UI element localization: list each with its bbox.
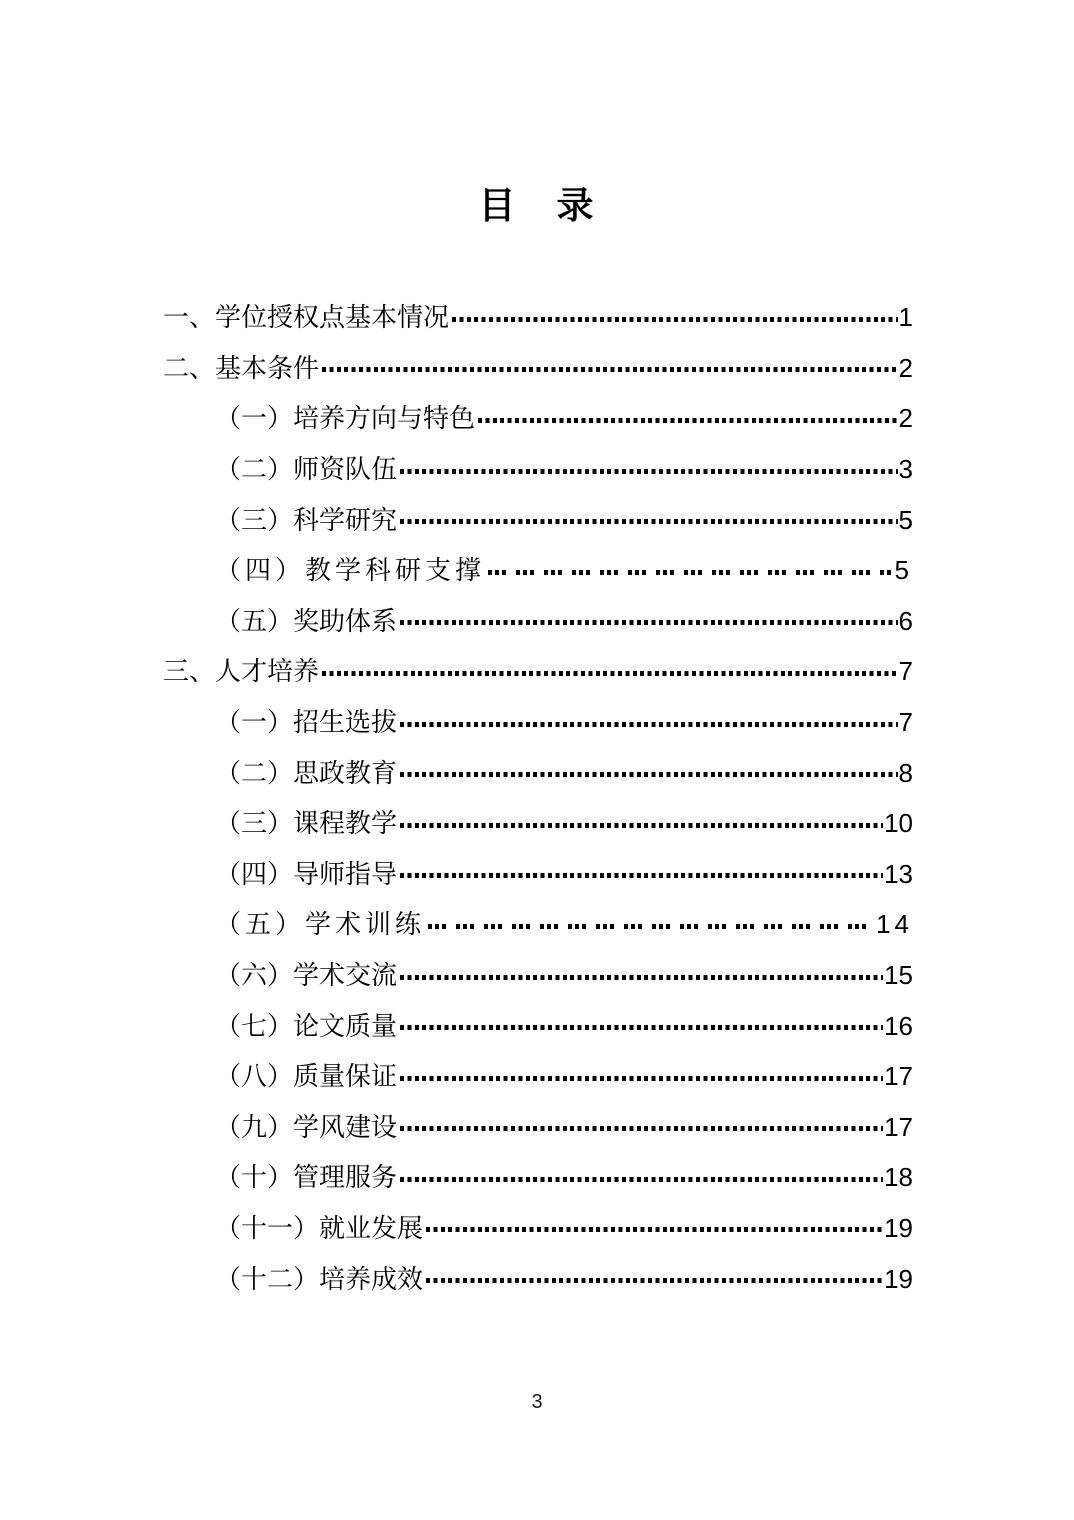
toc-entry[interactable]: [163, 1000, 913, 1051]
toc-entry-label: （五）奖助体系: [215, 605, 398, 636]
toc-entry[interactable]: [163, 646, 913, 697]
toc-entry-label: （二）思政教育: [215, 757, 398, 788]
toc-entry-page: 5: [894, 555, 913, 586]
toc-entry-page: 5: [898, 504, 913, 535]
dot-leader: [400, 469, 898, 474]
toc-entry-page: 17: [884, 1061, 913, 1092]
toc-entry-label: （七）论文质量: [215, 1010, 398, 1041]
toc-entry-label: （八）质量保证: [215, 1061, 398, 1092]
toc-entry-label: （十二）培养成效: [215, 1263, 424, 1294]
toc-entry-page: 2: [898, 352, 913, 383]
dot-leader: [400, 1025, 883, 1030]
dot-leader: [400, 519, 898, 524]
dot-leader: [400, 722, 898, 727]
toc-entry-page: 13: [884, 858, 913, 889]
dot-leader: [488, 570, 894, 575]
dot-leader: [428, 924, 875, 929]
toc-entry[interactable]: [163, 1253, 913, 1304]
footer-page-number: 3: [531, 1391, 543, 1413]
toc-entry[interactable]: [163, 393, 913, 444]
toc-entry[interactable]: [163, 697, 913, 748]
toc-entry-page: 8: [898, 757, 913, 788]
dot-leader: [426, 1278, 883, 1283]
page-title: 目 录: [478, 185, 596, 226]
toc-entry-label: （四）教学科研支撑: [215, 555, 486, 586]
dot-leader: [400, 1076, 883, 1081]
toc-entry-label: 三、人才培养: [163, 656, 320, 687]
toc-entry-label: （九）学风建设: [215, 1111, 398, 1142]
toc-entry-page: 19: [884, 1263, 913, 1294]
toc-entry[interactable]: [163, 343, 913, 394]
toc-entry-label: （一）招生选拔: [215, 707, 398, 738]
dot-leader: [400, 1126, 883, 1131]
toc-entry-label: （四）导师指导: [215, 858, 398, 889]
toc-entry-page: 14: [876, 909, 913, 940]
toc-entry-label: （三）课程教学: [215, 808, 398, 839]
dot-leader: [400, 823, 883, 828]
toc-entry-page: 19: [884, 1212, 913, 1243]
toc-entry[interactable]: [163, 1051, 913, 1102]
toc-entry-page: 16: [884, 1010, 913, 1041]
toc-entry-label: 一、学位授权点基本情况: [163, 302, 450, 333]
toc-entry[interactable]: [163, 899, 913, 950]
toc-entry-page: 7: [898, 707, 913, 738]
toc-entry[interactable]: [163, 849, 913, 900]
dot-leader: [400, 620, 898, 625]
toc-entry-label: （二）师资队伍: [215, 454, 398, 485]
toc-entry-page: 10: [884, 808, 913, 839]
toc-entry[interactable]: [163, 596, 913, 647]
toc-entry-page: 1: [898, 302, 913, 333]
dot-leader: [400, 1177, 883, 1182]
toc-entry-page: 17: [884, 1111, 913, 1142]
toc-entry-page: 3: [898, 454, 913, 485]
toc-entry[interactable]: [163, 950, 913, 1001]
dot-leader: [452, 317, 898, 322]
toc-entry[interactable]: [163, 494, 913, 545]
toc-entry[interactable]: [163, 545, 913, 596]
toc-entry-page: 7: [898, 656, 913, 687]
dot-leader: [400, 873, 883, 878]
toc-entry-label: （六）学术交流: [215, 960, 398, 991]
toc-entry-label: （十）管理服务: [215, 1162, 398, 1193]
toc-entry[interactable]: [163, 798, 913, 849]
dot-leader: [322, 671, 898, 676]
toc-entry-page: 6: [898, 605, 913, 636]
dot-leader: [478, 418, 898, 423]
toc-entry-label: （五）学术训练: [215, 909, 426, 940]
dot-leader: [400, 772, 898, 777]
toc-entry[interactable]: [163, 1152, 913, 1203]
dot-leader: [322, 367, 898, 372]
toc-entry-page: 15: [884, 960, 913, 991]
toc-entry-label: （一）培养方向与特色: [215, 403, 476, 434]
toc-entry-label: （十一）就业发展: [215, 1212, 424, 1243]
toc-entry[interactable]: [163, 747, 913, 798]
dot-leader: [400, 975, 883, 980]
toc-entry-label: （三）科学研究: [215, 504, 398, 535]
toc-entry-label: 二、基本条件: [163, 352, 320, 383]
table-of-contents: [163, 292, 913, 1304]
toc-entry[interactable]: [163, 1102, 913, 1153]
toc-entry[interactable]: [163, 444, 913, 495]
dot-leader: [426, 1227, 883, 1232]
toc-entry[interactable]: [163, 292, 913, 343]
toc-entry-page: 18: [884, 1162, 913, 1193]
toc-entry-page: 2: [898, 403, 913, 434]
toc-entry[interactable]: [163, 1203, 913, 1254]
